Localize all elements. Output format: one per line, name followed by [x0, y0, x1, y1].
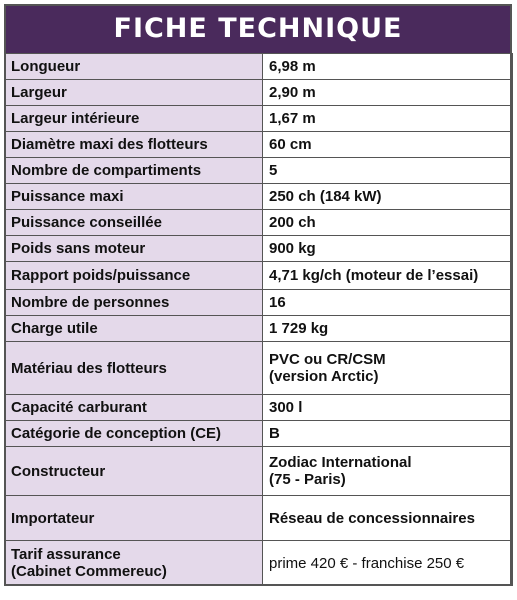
row-value-materiau-flotteurs: [263, 342, 513, 395]
table-row: [5, 132, 513, 158]
spec-table: [4, 53, 513, 586]
row-label-tarif-assurance: [5, 541, 263, 586]
row-label-puissance-maxi: Puissance maxi: [5, 184, 263, 210]
table-row: [5, 54, 513, 80]
table-row: [5, 447, 513, 496]
row-label-charge-utile: Charge utile: [5, 316, 263, 342]
row-label-puissance-conseillee: Puissance conseillée: [5, 210, 263, 236]
row-value-poids-sans-moteur: 900 kg: [263, 236, 513, 262]
row-value-longueur: 6,98 m: [263, 54, 513, 80]
spec-sheet: [4, 4, 512, 586]
row-label-importateur: Importateur: [5, 496, 263, 541]
row-value-largeur-interieure: 1,67 m: [263, 106, 513, 132]
table-row: [5, 421, 513, 447]
table-row: [5, 496, 513, 541]
row-value-tarif-assurance: prime 420 € - franchise 250 €: [263, 541, 513, 586]
row-label-nombre-personnes: Nombre de personnes: [5, 290, 263, 316]
row-value-rapport-poids-puissance: 4,71 kg/ch (moteur de l’essai): [263, 262, 513, 290]
row-value-compartiments: 5: [263, 158, 513, 184]
table-row: [5, 316, 513, 342]
table-row: [5, 158, 513, 184]
table-row: [5, 106, 513, 132]
value-line: (75 - Paris): [269, 471, 346, 488]
row-value-puissance-maxi: 250 ch (184 kW): [263, 184, 513, 210]
table-row: [5, 210, 513, 236]
row-label-materiau-flotteurs: Matériau des flotteurs: [5, 342, 263, 395]
row-label-categorie-conception: Catégorie de conception (CE): [5, 421, 263, 447]
table-row: [5, 262, 513, 290]
row-value-diametre-flotteurs: 60 cm: [263, 132, 513, 158]
row-label-constructeur: Constructeur: [5, 447, 263, 496]
row-value-largeur: 2,90 m: [263, 80, 513, 106]
row-value-categorie-conception: B: [263, 421, 513, 447]
table-row: [5, 541, 513, 586]
table-row: [5, 395, 513, 421]
table-row: [5, 80, 513, 106]
row-value-importateur: Réseau de concessionnaires: [263, 496, 513, 541]
row-label-diametre-flotteurs: Diamètre maxi des flotteurs: [5, 132, 263, 158]
row-label-largeur: Largeur: [5, 80, 263, 106]
row-label-rapport-poids-puissance: Rapport poids/puissance: [5, 262, 263, 290]
row-label-largeur-interieure: Largeur intérieure: [5, 106, 263, 132]
table-row: [5, 342, 513, 395]
value-line: Zodiac International: [269, 454, 412, 471]
row-value-nombre-personnes: 16: [263, 290, 513, 316]
row-label-compartiments: Nombre de compartiments: [5, 158, 263, 184]
row-value-constructeur: [263, 447, 513, 496]
row-label-poids-sans-moteur: Poids sans moteur: [5, 236, 263, 262]
row-label-longueur: Longueur: [5, 54, 263, 80]
label-line: Tarif assurance: [11, 546, 121, 563]
value-line: (version Arctic): [269, 368, 379, 385]
row-label-capacite-carburant: Capacité carburant: [5, 395, 263, 421]
sheet-title: FICHE TECHNIQUE: [4, 4, 512, 53]
row-value-capacite-carburant: 300 l: [263, 395, 513, 421]
row-value-charge-utile: 1 729 kg: [263, 316, 513, 342]
row-value-puissance-conseillee: 200 ch: [263, 210, 513, 236]
table-row: [5, 290, 513, 316]
table-row: [5, 184, 513, 210]
value-line: PVC ou CR/CSM: [269, 351, 386, 368]
table-row: [5, 236, 513, 262]
label-line: (Cabinet Commereuc): [11, 563, 167, 580]
